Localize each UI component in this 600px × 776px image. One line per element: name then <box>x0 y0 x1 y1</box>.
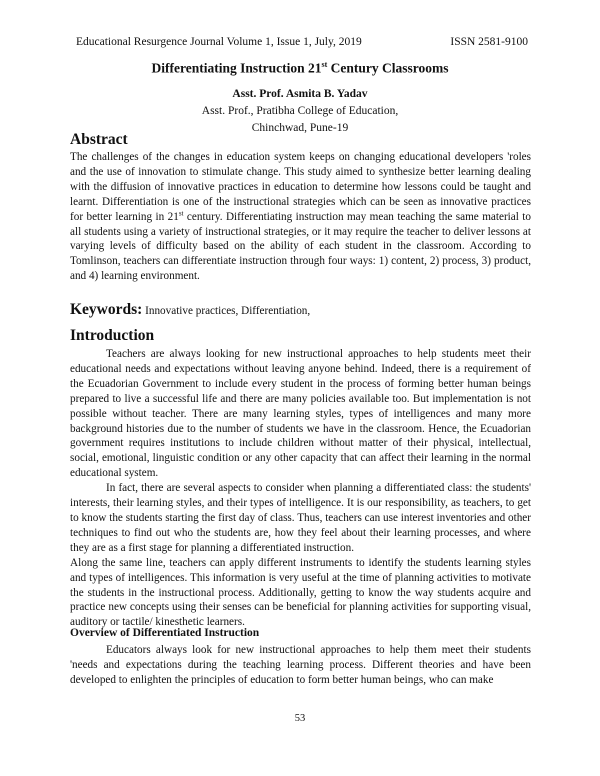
author-location: Chinchwad, Pune-19 <box>251 122 349 134</box>
page-number: 53 <box>294 713 306 724</box>
overview-heading: Overview of Differentiated Instruction <box>70 627 260 639</box>
overview-paragraph-1: Educators always look for new instructional approaches to help them meet their students 'needs and expectations during the teaching learning process. Different theories and have been developed to enlighten the principles of education to form better human beings, who can make <box>70 644 531 686</box>
overview-section <box>70 627 531 688</box>
abstract-text-part1: The challenges of the changes in education system keeps on changing educational developers 'roles and the use of innovation to stimulate change. This study aimed to synthesize better learning dealing with the diffusion of innovative practices in education to determine how lessons could be taught and learnt. Differentiation is one of the instructional strategies which can be seen as innovative practices for better learning in 21 <box>70 151 531 223</box>
abstract-paragraph <box>70 150 531 284</box>
journal-citation: Educational Resurgence Journal Volume 1, Issue 1, July, 2019 <box>76 36 362 48</box>
running-header <box>76 36 528 48</box>
introduction-section <box>70 327 531 630</box>
abstract-heading: Abstract <box>70 131 128 148</box>
title-main: Differentiating Instruction 21 <box>151 60 322 76</box>
author-block <box>0 86 600 137</box>
author-name: Asst. Prof. Asmita B. Yadav <box>232 88 368 100</box>
paper-title <box>0 60 600 77</box>
keywords-value: Innovative practices, Differentiation, <box>142 305 311 317</box>
title-superscript: st <box>321 60 328 69</box>
introduction-paragraph-1: Teachers are always looking for new instructional approaches to help students meet their educational needs and expectations without leaving anyone behind. Indeed, there is a requirement of the Ecuadorian Government to include every student in the process of forming better human beings prepared to live a successful life and there are many policies available too. But implementation is not possible without teacher. There are many learning styles, types of intelligences and many more background histories due to the number of students we have in the classroom. Hence, the Ecuadorian government requires institutions to include children without matter of their physical, intellectual, social, emotional, linguistic condition or any other capacity that can affect their learning in the normal educational system. <box>70 348 531 480</box>
title-rest: Century Classrooms <box>327 60 449 76</box>
issn-label: ISSN 2581-9100 <box>450 36 528 48</box>
introduction-heading: Introduction <box>70 327 155 344</box>
keywords-label: Keywords: <box>70 301 143 318</box>
keywords-line <box>70 301 531 319</box>
introduction-paragraph-3: Along the same line, teachers can apply different instruments to identify the students learning styles and types of intelligences. This information is very useful at the time of planning activities to motivate the students in the instructional process. Additionally, getting to know the way students acquire and practice new concepts using their senses can be beneficial for planning activities for supporting visual, auditory or tactile/ kinesthetic learners. <box>70 556 531 629</box>
abstract-section <box>70 131 531 284</box>
author-affiliation: Asst. Prof., Pratibha College of Education, <box>201 105 399 117</box>
abstract-superscript: st <box>178 208 184 217</box>
abstract-text-part2: century. Differentiating instruction may mean teaching the same material to all students using a variety of instructional strategies, or it may require the teacher to deliver lessons at varying levels of difficulty based on the ability of each student in the classroom. According to Tomlinson, teachers can differentiate instruction through four ways: 1) content, 2) process, 3) product, and 4) learning environment. <box>70 210 531 283</box>
introduction-paragraph-2: In fact, there are several aspects to consider when planning a differentiated class: the students' interests, their learning styles, and their types of intelligence. It is our responsibility, as teachers, to get to know the students starting the first day of class. Thus, teachers can use interest inventories and other techniques to find out who the students are, how they feel about their learning processes, and where they are as a first stage for planning a differentiated instruction. <box>70 482 531 554</box>
